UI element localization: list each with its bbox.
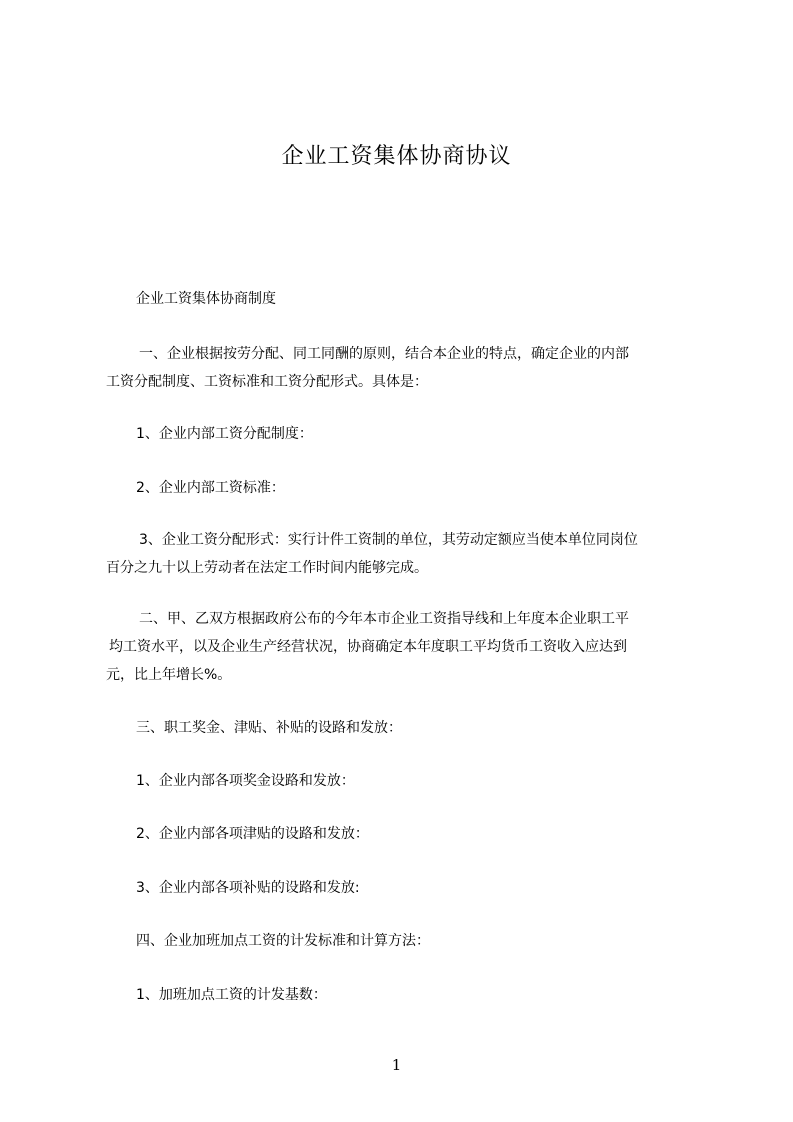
paragraph-2-line-2: 均工资水平，以及企业生产经营状况，协商确定本年度职工平均货币工资收入应达到 <box>109 639 627 655</box>
paragraph-1-line-2: 工资分配制度、工资标准和工资分配形式。具体是： <box>106 374 428 390</box>
section-3-item-1: 1、企业内部各项奖金设路和发放： <box>136 773 355 789</box>
page-number: 1 <box>391 1056 402 1074</box>
section-3-heading: 三、职工奖金、津贴、补贴的设路和发放： <box>136 720 402 736</box>
item-1: 1、企业内部工资分配制度： <box>136 426 313 442</box>
paragraph-2-line-3: 元，比上年增长%。 <box>106 667 232 683</box>
document-title: 企业工资集体协商协议 <box>281 144 512 169</box>
section-4-heading: 四、企业加班加点工资的计发标准和计算方法： <box>136 933 430 949</box>
item-3-line-1: 3、企业工资分配形式：实行计件工资制的单位，其劳动定额应当使本单位同岗位 <box>139 532 638 548</box>
section-3-item-3: 3、企业内部各项补贴的设路和发放: <box>136 880 360 896</box>
item-2: 2、企业内部工资标准： <box>136 480 285 496</box>
section-3-item-2: 2、企业内部各项津贴的设路和发放： <box>136 826 369 842</box>
paragraph-1-line-1: 一、企业根据按劳分配、同工同酬的原则，结合本企业的特点，确定企业的内部 <box>139 346 629 362</box>
paragraph-2 <box>106 605 716 689</box>
item-3 <box>106 526 716 582</box>
item-3-line-2: 百分之九十以上劳动者在法定工作时间内能够完成。 <box>106 560 428 576</box>
subtitle: 企业工资集体协商制度 <box>136 291 276 307</box>
paragraph-1 <box>106 340 716 396</box>
paragraph-2-line-1: 二、甲、乙双方根据政府公布的今年本市企业工资指导线和上年度本企业职工平 <box>139 611 629 627</box>
section-4-item-1: 1、加班加点工资的计发基数： <box>136 987 327 1003</box>
